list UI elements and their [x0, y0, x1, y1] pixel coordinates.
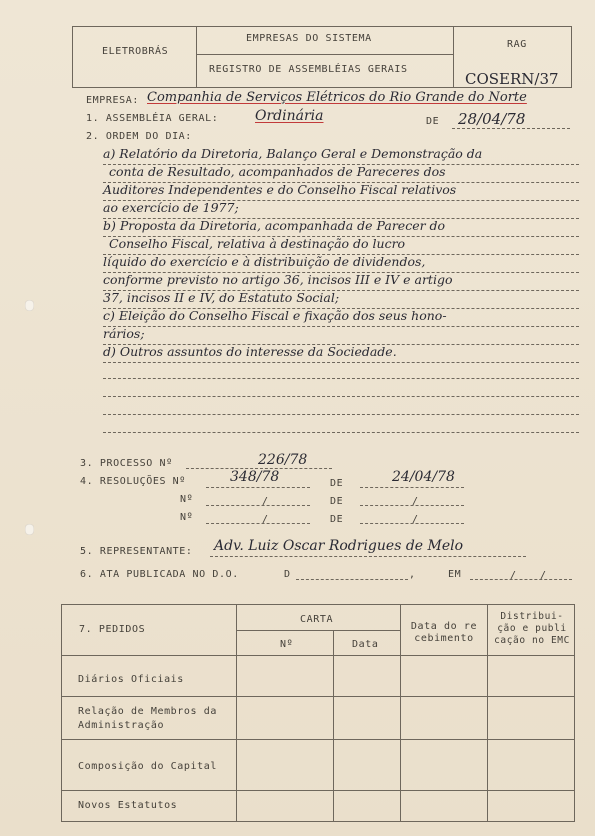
agenda-line: b) Proposta da Diretoria, acompanhada de Parecer do: [103, 218, 446, 233]
distribuicao-header: Distribui- ção e publi cação no EMC: [494, 611, 570, 646]
resolucoes-de-3: DE: [330, 514, 344, 525]
resolucoes-no-3: Nº: [180, 512, 194, 523]
agenda-line: rários;: [103, 326, 145, 341]
form-title: REGISTRO DE ASSEMBLÉIAS GERAIS: [209, 64, 408, 75]
ordem-label: 2. ORDEM DO DIA:: [86, 131, 192, 142]
blank-slash: /: [412, 496, 419, 507]
recebimento-header: Data do re cebimento: [410, 621, 478, 644]
processo-label: 3. PROCESSO Nº: [80, 458, 173, 469]
agenda-line: ao exercício de 1977;: [103, 200, 239, 215]
pedido-row-label: Composição do Capital: [78, 761, 218, 772]
agenda-line: líquido do exercício e à distribuição de dividendos,: [103, 254, 426, 269]
punch-hole-bottom: [25, 524, 34, 535]
ata-comma: ,: [409, 569, 416, 580]
agenda-line: conforme previsto no artigo 36, incisos III e IV e artigo: [103, 272, 453, 287]
rag-label: RAG: [507, 39, 527, 50]
carta-header: CARTA: [300, 614, 334, 625]
pedido-row-label: Relação de Membros da Administração: [78, 706, 218, 731]
empresa-value: Companhia de Serviços Elétricos do Rio Grande do Norte: [147, 90, 527, 105]
agenda-line: d) Outros assuntos do interesse da Sociedade.: [103, 344, 397, 359]
system-title: EMPRESAS DO SISTEMA: [246, 33, 372, 44]
carta-data-header: Data: [352, 639, 379, 650]
rag-code: COSERN/37: [465, 70, 559, 88]
resolucoes-label: 4. RESOLUÇÕES Nº: [80, 476, 186, 487]
blank-slash: /: [412, 514, 419, 525]
assembleia-label: 1. ASSEMBLÉIA GERAL:: [86, 113, 219, 124]
processo-value: 226/78: [258, 452, 308, 468]
blank-slash: /: [262, 514, 269, 525]
ata-label: 6. ATA PUBLICADA NO D.O.: [80, 569, 239, 580]
resolucoes-no-2: Nº: [180, 494, 194, 505]
resolucoes-de-2: DE: [330, 496, 344, 507]
empresa-label: EMPRESA:: [86, 95, 139, 106]
ata-em-label: EM: [448, 569, 462, 580]
carta-no-header: Nº: [280, 639, 294, 650]
punch-hole-top: [25, 300, 34, 311]
resolucoes-de-1: DE: [330, 478, 344, 489]
pedido-row-label: Diários Oficiais: [78, 674, 184, 685]
org-name: ELETROBRÁS: [102, 46, 169, 57]
agenda-line: Conselho Fiscal, relativa à destinação do lucro: [109, 236, 406, 251]
pedidos-label: 7. PEDIDOS: [79, 624, 146, 635]
ata-d-label: D: [284, 569, 291, 580]
blank-slash: /: [262, 496, 269, 507]
blank-slash: /: [540, 570, 547, 581]
agenda-line: conta de Resultado, acompanhados de Pareceres dos: [109, 164, 446, 179]
agenda-line: c) Eleição do Conselho Fiscal e fixação dos seus hono-: [103, 308, 447, 323]
blank-slash: /: [510, 570, 517, 581]
assembleia-date: 28/04/78: [458, 110, 526, 128]
representante-label: 5. REPRESENTANTE:: [80, 546, 193, 557]
representante-value: Adv. Luiz Oscar Rodrigues de Melo: [214, 538, 464, 554]
resolucoes-value: 348/78: [230, 469, 280, 485]
agenda-line: a) Relatório da Diretoria, Balanço Geral e Demonstração da: [103, 146, 483, 161]
assembleia-de-label: DE: [426, 116, 440, 127]
assembleia-value: Ordinária: [255, 108, 324, 124]
agenda-line: 37, incisos II e IV, do Estatuto Social;: [103, 290, 340, 305]
pedido-row-label: Novos Estatutos: [78, 800, 178, 811]
resolucoes-date: 24/04/78: [392, 469, 455, 485]
agenda-line: Auditores Independentes e do Conselho Fiscal relativos: [103, 182, 457, 197]
